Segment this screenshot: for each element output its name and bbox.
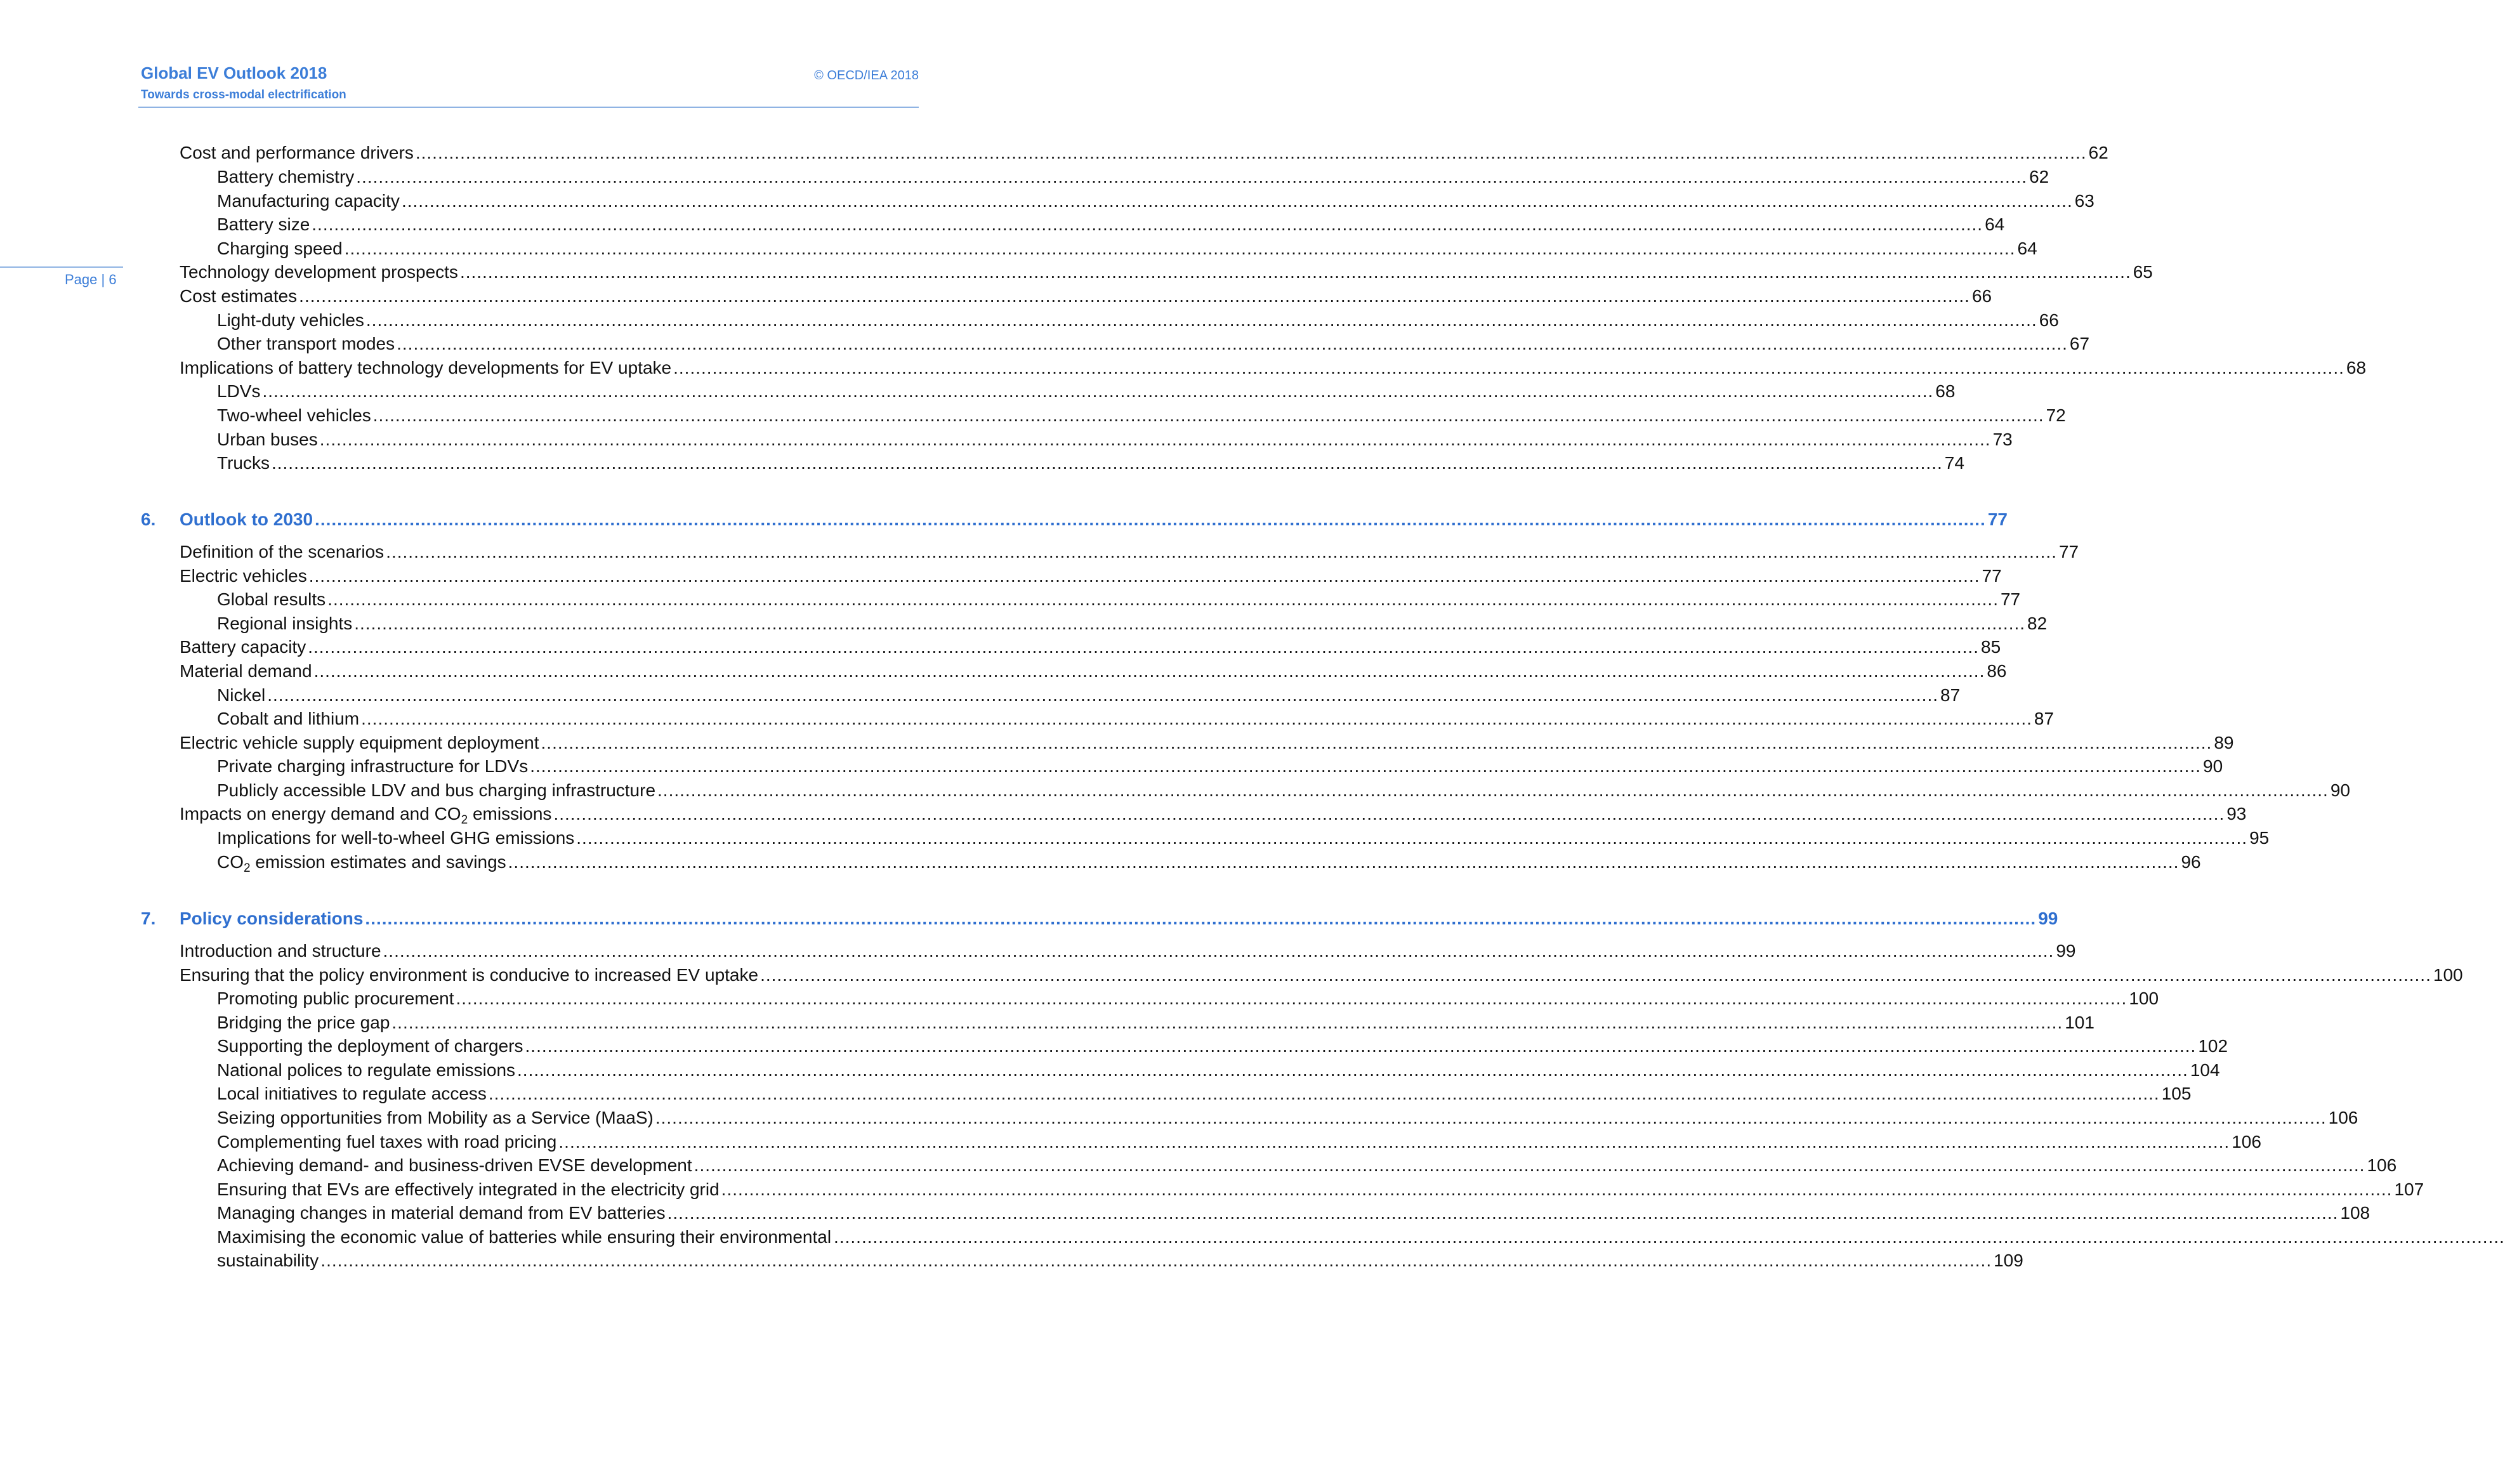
toc-page-number: 85 [1981,637,2001,657]
dot-leader: ............................................................................................................................................................................................................................................................................................................ [667,1203,2339,1223]
dot-leader: ............................................................................................................................................................................................................................................................................................................ [655,1108,2327,1127]
dot-leader: ............................................................................................................................................................................................................................................................................................................ [391,1013,2063,1032]
toc-page-number: 82 [2027,614,2048,633]
dot-leader: ............................................................................................................................................................................................................................................................................................................ [721,1179,2393,1199]
toc-page-number: 73 [1992,430,2013,449]
toc-page-number: 90 [2203,756,2223,776]
dot-leader: ............................................................................................................................................................................................................................................................................................................ [459,262,2131,282]
toc-entry[interactable]: Ensuring that the policy environment is conducive to increased EV uptake ............................................................................................................................................................................................................................................................................................................ 100 [180,965,2463,985]
toc-entry[interactable]: Cost and performance drivers ............................................................................................................................................................................................................................................................................................................ 62 [180,143,2108,162]
copyright-notice: © OECD/IEA 2018 [814,69,919,82]
toc-entry[interactable]: Electric vehicle supply equipment deployment ............................................................................................................................................................................................................................................................................................................ 89 [180,733,2234,752]
toc-page-number: 104 [2190,1060,2220,1080]
toc-entry[interactable]: Bridging the price gap ............................................................................................................................................................................................................................................................................................................ 101 [217,1013,2094,1032]
dot-leader: ............................................................................................................................................................................................................................................................................................................ [354,614,2026,633]
toc-page-number: 102 [2198,1036,2228,1056]
toc-page-number: 62 [2029,167,2049,187]
dot-leader: ............................................................................................................................................................................................................................................................................................................ [760,965,2431,985]
toc-page-number: 87 [1940,685,1961,705]
toc-entry[interactable]: Achieving demand- and business-driven EVSE development ............................................................................................................................................................................................................................................................................................................ 106 [217,1155,2397,1175]
toc-entry[interactable]: Private charging infrastructure for LDVs ............................................................................................................................................................................................................................................................................................................ 90 [217,756,2223,776]
toc-page-number: 68 [2346,358,2367,378]
toc-page-number: 87 [2034,709,2055,728]
toc-entry[interactable]: Implications for well-to-wheel GHG emissions ............................................................................................................................................................................................................................................................................................................ 95 [217,828,2270,848]
toc-page-number: 93 [2226,804,2247,824]
subscript: 2 [244,862,251,875]
toc-page-number: 109 [1994,1251,2023,1270]
dot-leader: ............................................................................................................................................................................................................................................................................................................ [488,1084,2160,1103]
dot-leader: ............................................................................................................................................................................................................................................................................................................ [262,381,1934,401]
subscript: 2 [461,813,468,827]
dot-leader: ............................................................................................................................................................................................................................................................................................................ [401,191,2073,211]
dot-leader: ............................................................................................................................................................................................................................................................................................................ [517,1060,2188,1080]
dot-leader: ............................................................................................................................................................................................................................................................................................................ [553,804,2225,824]
chapter-title: Policy considerations [180,909,364,928]
toc-entry[interactable]: Battery size ............................................................................................................................................................................................................................................................................................................ 64 [217,214,2005,234]
toc-page-number: 86 [1987,661,2007,681]
toc-chapter-7[interactable] [141,908,2058,929]
dot-leader: ............................................................................................................................................................................................................................................................................................................ [415,143,2087,162]
toc-entry[interactable]: Seizing opportunities from Mobility as a Service (MaaS) ............................................................................................................................................................................................................................................................................................................ 106 [217,1108,2358,1127]
toc-page-number: 66 [2039,310,2059,330]
toc-entry[interactable]: LDVs ............................................................................................................................................................................................................................................................................................................ 68 [217,381,1956,401]
toc-page-number: 95 [2249,828,2270,848]
dot-leader: ............................................................................................................................................................................................................................................................................................................ [383,941,2055,961]
toc-entry[interactable]: Other transport modes ............................................................................................................................................................................................................................................................................................................ 67 [217,334,2090,353]
toc-page-number: 66 [1971,286,1992,306]
toc-entry[interactable]: Urban buses ............................................................................................................................................................................................................................................................................................................ 73 [217,430,2013,449]
toc-entry[interactable]: Introduction and structure ............................................................................................................................................................................................................................................................................................................ 99 [180,941,2076,961]
toc-page-number: 89 [2214,733,2234,752]
header-divider [138,107,919,108]
dot-leader: ............................................................................................................................................................................................................................................................................................................ [315,509,1986,529]
toc-entry[interactable]: Global results ............................................................................................................................................................................................................................................................................................................ 77 [217,589,2021,609]
dot-leader: ............................................................................................................................................................................................................................................................................................................ [508,852,2180,872]
toc-page-number: 90 [2330,780,2350,800]
toc-entry[interactable]: Supporting the deployment of chargers ............................................................................................................................................................................................................................................................................................................ 102 [217,1036,2228,1056]
dot-leader: ............................................................................................................................................................................................................................................................................................................ [456,988,2127,1008]
toc-page-number: 99 [2056,941,2076,961]
dot-leader: ............................................................................................................................................................................................................................................................................................................ [834,1227,2505,1247]
toc-page-number: 96 [2181,852,2201,872]
toc-page-number: 64 [1985,214,2005,234]
toc-page-number: 65 [2133,262,2153,282]
dot-leader: ............................................................................................................................................................................................................................................................................................................ [397,334,2068,353]
toc-entry[interactable]: National polices to regulate emissions ............................................................................................................................................................................................................................................................................................................ 104 [217,1060,2220,1080]
toc-page-number: 72 [2046,405,2066,425]
toc-page-number: 77 [2058,542,2079,561]
toc-entry-continuation[interactable]: sustainability ............................................................................................................................................................................................................................................................................................................ 109 [217,1251,2023,1270]
toc-page-number: 77 [1987,509,2008,529]
toc-page-number: 99 [2038,909,2058,928]
toc-entry[interactable]: Definition of the scenarios ............................................................................................................................................................................................................................................................................................................ 77 [180,542,2079,561]
toc-entry[interactable]: Two-wheel vehicles ............................................................................................................................................................................................................................................................................................................ 72 [217,405,2066,425]
toc-entry[interactable]: Nickel ............................................................................................................................................................................................................................................................................................................ 87 [217,685,1961,705]
toc-entry[interactable]: Manufacturing capacity ............................................................................................................................................................................................................................................................................................................ 63 [217,191,2094,211]
chapter-number: 6. [141,509,156,529]
toc-page-number: 101 [2065,1013,2094,1032]
toc-page-number: 106 [2232,1132,2261,1152]
toc-entry[interactable]: Battery chemistry ............................................................................................................................................................................................................................................................................................................ 62 [217,167,2049,187]
toc-entry[interactable]: Battery capacity ............................................................................................................................................................................................................................................................................................................ 85 [180,637,2001,657]
toc-entry[interactable]: Impacts on energy demand and $CO_2$ emissions ............................................................................................................................................................................................................................................................................................................ 93 [180,804,2247,827]
toc-page-number: 77 [2000,589,2021,609]
toc-entry[interactable]: Technology development prospects ............................................................................................................................................................................................................................................................................................................ 65 [180,262,2153,282]
dot-leader: ............................................................................................................................................................................................................................................................................................................ [271,453,1943,473]
dot-leader: ............................................................................................................................................................................................................................................................................................................ [365,909,2037,928]
toc-entry[interactable]: Light-duty vehicles ............................................................................................................................................................................................................................................................................................................ 66 [217,310,2059,330]
dot-leader: ............................................................................................................................................................................................................................................................................................................ [525,1036,2197,1056]
dot-leader: ............................................................................................................................................................................................................................................................................................................ [576,828,2248,848]
dot-leader: ............................................................................................................................................................................................................................................................................................................ [558,1132,2230,1152]
toc-page-number: 62 [2088,143,2108,162]
toc-page-number: 106 [2328,1108,2358,1127]
toc-page-number: 63 [2074,191,2094,211]
toc-page-number: 77 [1982,566,2002,586]
toc-entry[interactable]: Local initiatives to regulate access ............................................................................................................................................................................................................................................................................................................ 105 [217,1084,2192,1103]
toc-entry[interactable]: Publicly accessible LDV and bus charging infrastructure ............................................................................................................................................................................................................................................................................................................ 90 [217,780,2350,800]
dot-leader: ............................................................................................................................................................................................................................................................................................................ [356,167,2028,187]
dot-leader: ............................................................................................................................................................................................................................................................................................................ [361,709,2032,728]
toc-entry[interactable]: Cobalt and lithium ............................................................................................................................................................................................................................................................................................................ 87 [217,709,2055,728]
dot-leader: ............................................................................................................................................................................................................................................................................................................ [673,358,2344,378]
dot-leader: ............................................................................................................................................................................................................................................................................................................ [299,286,1970,306]
toc-page-number: 64 [2017,239,2037,258]
toc-entry[interactable]: $CO_2$ emission estimates and savings ............................................................................................................................................................................................................................................................................................................ 96 [217,852,2201,875]
toc-entry[interactable]: Managing changes in material demand from EV batteries ............................................................................................................................................................................................................................................................................................................ 108 [217,1203,2370,1223]
toc-page-number: 108 [2340,1203,2370,1223]
toc-page-number: 107 [2394,1179,2424,1199]
toc-entry[interactable]: Charging speed ............................................................................................................................................................................................................................................................................................................ 64 [217,239,2037,258]
toc-page-number: 105 [2161,1084,2192,1103]
chapter-title: Outlook to 2030 [180,509,313,529]
dot-leader: ............................................................................................................................................................................................................................................................................................................ [308,637,1979,657]
dot-leader: ............................................................................................................................................................................................................................................................................................................ [312,214,1983,234]
dot-leader: ............................................................................................................................................................................................................................................................................................................ [541,733,2212,752]
toc-page-number: 67 [2069,334,2090,353]
dot-leader: ............................................................................................................................................................................................................................................................................................................ [694,1155,2365,1175]
side-divider [0,266,123,268]
dot-leader: ............................................................................................................................................................................................................................................................................................................ [344,239,2016,258]
dot-leader: ............................................................................................................................................................................................................................................................................................................ [320,1251,1992,1270]
dot-leader: ............................................................................................................................................................................................................................................................................................................ [313,661,1985,681]
toc-page-number: 100 [2129,988,2159,1008]
dot-leader: ............................................................................................................................................................................................................................................................................................................ [530,756,2202,776]
dot-leader: ............................................................................................................................................................................................................................................................................................................ [327,589,1999,609]
toc-entry[interactable]: Complementing fuel taxes with road pricing ............................................................................................................................................................................................................................................................................................................ 106 [217,1132,2261,1152]
dot-leader: ............................................................................................................................................................................................................................................................................................................ [657,780,2329,800]
toc-page-number: 74 [1944,453,1964,473]
page-number-label: Page | 6 [65,272,117,287]
dot-leader: ............................................................................................................................................................................................................................................................................................................ [386,542,2057,561]
toc-entry[interactable]: Regional insights ............................................................................................................................................................................................................................................................................................................ 82 [217,614,2048,633]
toc-page-number: 106 [2367,1155,2397,1175]
toc-entry[interactable]: Ensuring that EVs are effectively integrated in the electricity grid ............................................................................................................................................................................................................................................................................................................ 107 [217,1179,2424,1199]
dot-leader: ............................................................................................................................................................................................................................................................................................................ [319,430,1991,449]
dot-leader: ............................................................................................................................................................................................................................................................................................................ [365,310,2037,330]
toc-entry[interactable]: Trucks ............................................................................................................................................................................................................................................................................................................ 74 [217,453,1964,473]
chapter-number: 7. [141,909,156,928]
toc-entry[interactable]: Implications of battery technology developments for EV uptake ............................................................................................................................................................................................................................................................................................................ 68 [180,358,2367,378]
toc-entry[interactable]: Material demand ............................................................................................................................................................................................................................................................................................................ 86 [180,661,2007,681]
toc-entry[interactable]: Cost estimates ............................................................................................................................................................................................................................................................................................................ 66 [180,286,1992,306]
toc-entry[interactable]: Promoting public procurement ............................................................................................................................................................................................................................................................................................................ 100 [217,988,2159,1008]
toc-page-number: 100 [2433,965,2463,985]
toc-entry-wrapped[interactable]: Maximising the economic value of batteries while ensuring their environmental ............................................................................................................................................................................................................................................................................................................ [217,1227,2505,1247]
toc-page-number: 68 [1935,381,1956,401]
toc-chapter-6[interactable] [141,509,2008,530]
toc-entry[interactable]: Electric vehicles ............................................................................................................................................................................................................................................................................................................ 77 [180,566,2002,586]
document-title: Global EV Outlook 2018 [141,63,327,82]
dot-leader: ............................................................................................................................................................................................................................................................................................................ [308,566,1980,586]
dot-leader: ............................................................................................................................................................................................................................................................................................................ [372,405,2044,425]
dot-leader: ............................................................................................................................................................................................................................................................................................................ [267,685,1939,705]
document-subtitle: Towards cross-modal electrification [141,88,346,102]
